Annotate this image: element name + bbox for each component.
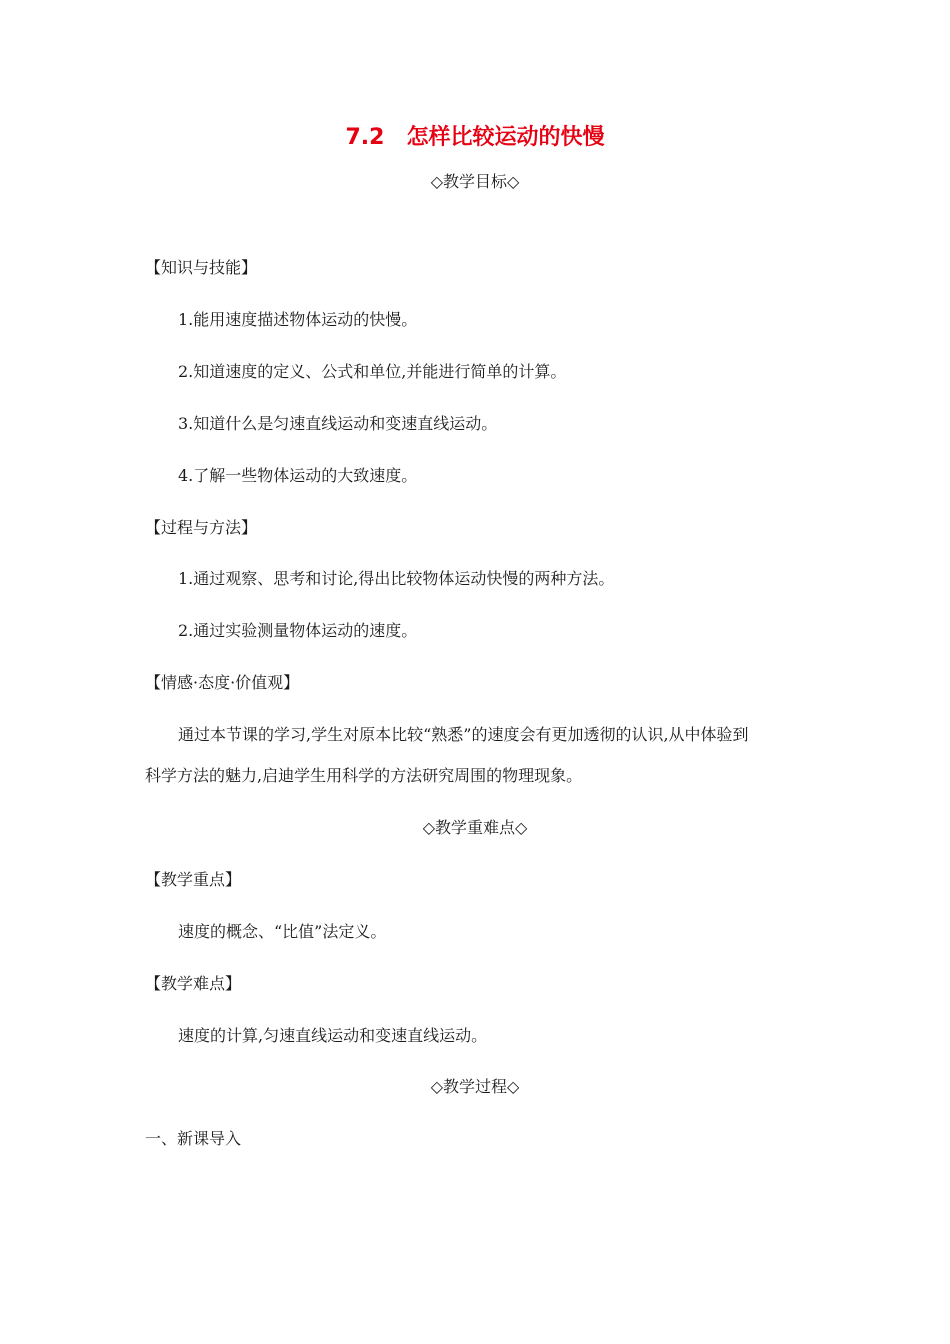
emotion-heading: 【情感·态度·价值观】 <box>145 673 300 692</box>
knowledge-heading: 【知识与技能】 <box>145 258 258 277</box>
emotion-paragraph-line-2: 科学方法的魅力,启迪学生用科学的方法研究周围的物理现象。 <box>145 766 583 785</box>
keypoint-heading: 【教学重点】 <box>145 870 242 889</box>
section-heading-keypoints: ◇教学重难点◇ <box>422 818 528 837</box>
knowledge-item-2: 2.知道速度的定义、公式和单位,并能进行简单的计算。 <box>178 362 567 381</box>
intro-heading: 一、新课导入 <box>145 1129 242 1148</box>
keypoint-text: 速度的概念、“比值”法定义。 <box>178 922 387 941</box>
section-heading-process: ◇教学过程◇ <box>430 1077 520 1096</box>
difficulty-text: 速度的计算,匀速直线运动和变速直线运动。 <box>178 1026 488 1045</box>
lesson-title: 7.2 怎样比较运动的快慢 <box>345 125 605 150</box>
process-item-2: 2.通过实验测量物体运动的速度。 <box>178 621 418 640</box>
knowledge-item-1: 1.能用速度描述物体运动的快慢。 <box>178 310 418 329</box>
process-heading: 【过程与方法】 <box>145 518 258 537</box>
difficulty-heading: 【教学难点】 <box>145 974 242 993</box>
process-item-1: 1.通过观察、思考和讨论,得出比较物体运动快慢的两种方法。 <box>178 569 615 588</box>
section-heading-goals: ◇教学目标◇ <box>430 172 520 191</box>
knowledge-item-3: 3.知道什么是匀速直线运动和变速直线运动。 <box>178 414 498 433</box>
knowledge-item-4: 4.了解一些物体运动的大致速度。 <box>178 466 418 485</box>
emotion-paragraph-line-1: 通过本节课的学习,学生对原本比较“熟悉”的速度会有更加透彻的认识,从中体验到 <box>178 725 749 744</box>
